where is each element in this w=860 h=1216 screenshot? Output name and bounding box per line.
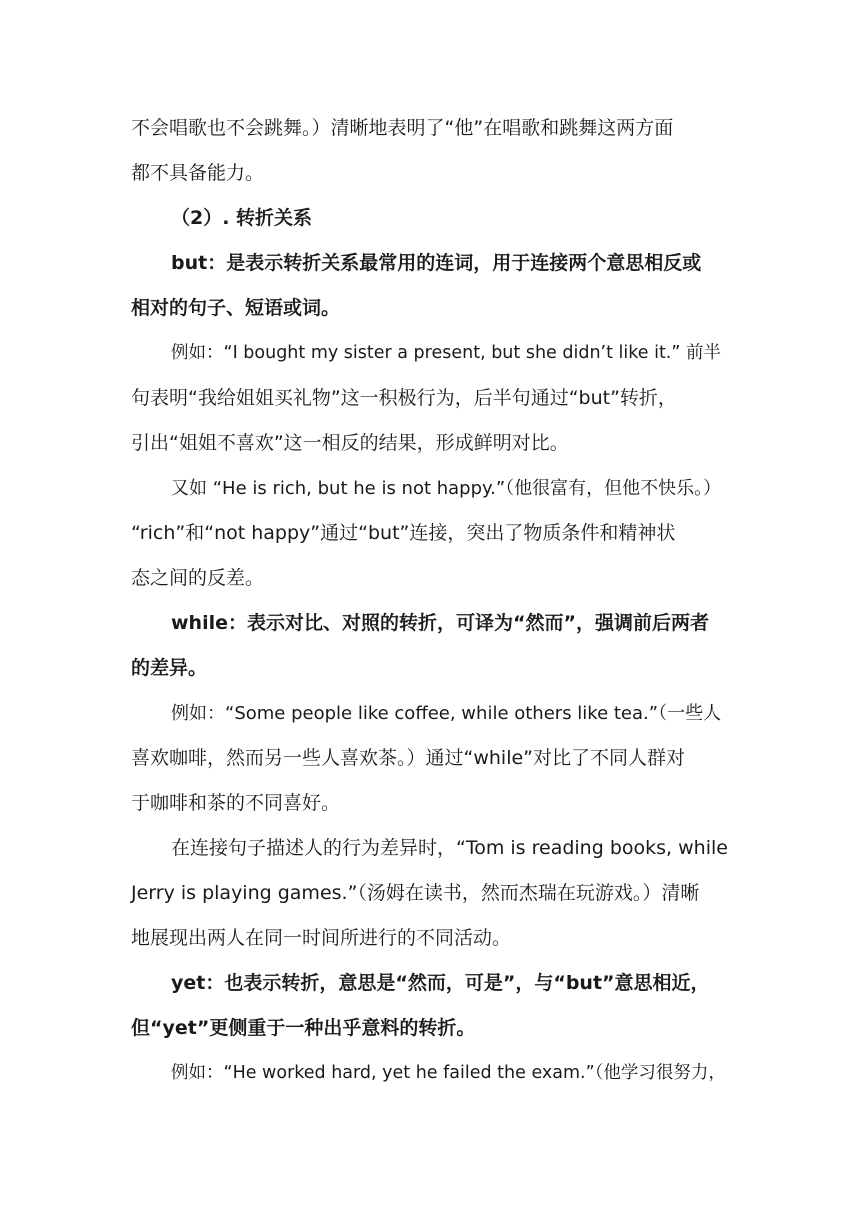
- text-line: 例如：“Some people like coffee, while others like tea.”（一些人: [171, 703, 722, 724]
- example-paragraph: [131, 1051, 731, 1096]
- example-paragraph: [131, 466, 731, 601]
- text-line: 的差异。: [131, 657, 208, 679]
- section-heading: [131, 196, 731, 241]
- text-line: 态之间的反差。: [131, 567, 265, 589]
- text-line: 喜欢咖啡，然而另一些人喜欢茶。）通过“while”对比了不同人群对: [131, 747, 686, 769]
- example-paragraph: [131, 826, 731, 961]
- text-line: 例如：“He worked hard, yet he failed the exam.”（他学习很努力，: [171, 1063, 726, 1083]
- text-line: 相对的句子、短语或词。: [131, 297, 341, 319]
- text-line: 例如：“I bought my sister a present, but she didn’t like it.” 前半: [171, 343, 722, 363]
- text-line: 句表明“我给姐姐买礼物”这一积极行为，后半句通过“but”转折，: [131, 387, 677, 409]
- text-line: “rich”和“not happy”通过“but”连接，突出了物质条件和精神状: [131, 522, 676, 544]
- definition-but: [131, 241, 731, 331]
- text-line: 但“yet”更侧重于一种出乎意料的转折。: [131, 1017, 476, 1039]
- text-line: 都不具备能力。: [131, 162, 265, 184]
- text-line: 引出“姐姐不喜欢”这一相反的结果，形成鲜明对比。: [131, 432, 569, 454]
- text-line: 于咖啡和茶的不同喜好。: [131, 792, 341, 814]
- paragraph-continuation: [131, 106, 731, 196]
- text-line: 地展现出两人在同一时间所进行的不同活动。: [131, 927, 512, 949]
- text-line: Jerry is playing games.”（汤姆在读书，然而杰瑞在玩游戏。）清晰: [131, 882, 700, 904]
- text-line: 又如 “He is rich, but he is not happy.”（他很富有，但他不快乐。）: [171, 478, 722, 499]
- document-body: [131, 106, 731, 1096]
- definition-while: [131, 601, 731, 691]
- definition-yet: [131, 961, 731, 1051]
- section-heading-text: （2）. 转折关系: [171, 207, 313, 229]
- text-line: while：表示对比、对照的转折，可译为“然而”，强调前后两者: [171, 612, 709, 634]
- text-line: 在连接句子描述人的行为差异时，“Tom is reading books, while: [171, 837, 728, 859]
- example-paragraph: [131, 331, 731, 466]
- text-line: but：是表示转折关系最常用的连词，用于连接两个意思相反或: [171, 252, 702, 274]
- text-line: yet：也表示转折，意思是“然而，可是”，与“but”意思相近，: [171, 972, 710, 994]
- example-paragraph: [131, 691, 731, 826]
- text-line: 不会唱歌也不会跳舞。）清晰地表明了“他”在唱歌和跳舞这两方面: [131, 117, 674, 139]
